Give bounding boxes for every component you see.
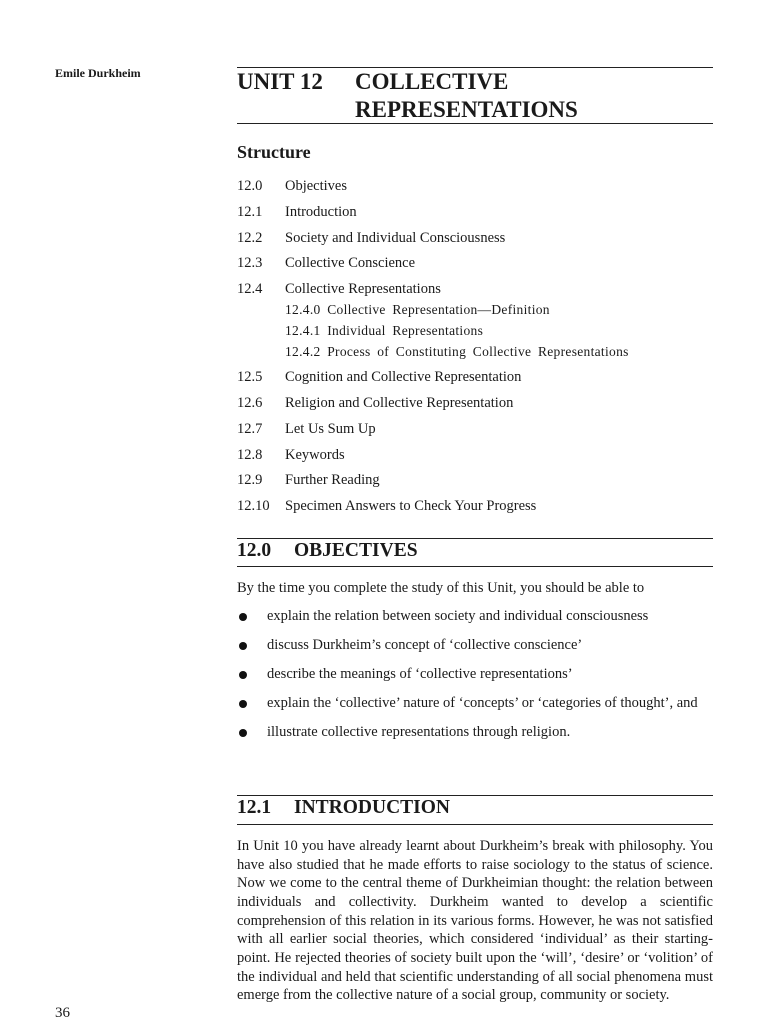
bullet-icon — [239, 700, 247, 708]
toc-item: 12.3 Collective Conscience — [237, 255, 416, 272]
list-item: describe the meanings of ‘collective representations’ — [237, 665, 717, 685]
toc-subitem: 12.4.2 Process of Constituting Collective Representations — [285, 344, 629, 360]
toc-subitem: 12.4.1 Individual Representations — [285, 323, 484, 339]
toc-item: 12.6 Religion and Collective Representation — [237, 394, 514, 411]
toc-item: 12.10 Specimen Answers to Check Your Progress — [237, 498, 537, 515]
unit-number: UNIT 12 — [237, 69, 323, 94]
introduction-top-rule — [237, 795, 713, 796]
section-number: 12.1 — [237, 797, 272, 818]
toc-item: 12.5 Cognition and Collective Representation — [237, 369, 522, 386]
introduction-heading — [237, 797, 450, 819]
objectives-list — [237, 607, 717, 743]
bullet-icon — [239, 613, 247, 621]
section-number: 12.0 — [237, 540, 272, 561]
toc-item: 12.1 Introduction — [237, 203, 357, 220]
page-number: 36 — [55, 1005, 70, 1021]
structure-heading: Structure — [237, 142, 311, 162]
toc-item: 12.8 Keywords — [237, 446, 345, 463]
objectives-heading — [237, 540, 418, 562]
toc-item: 12.2 Society and Individual Consciousness — [237, 229, 506, 246]
list-item: illustrate collective representations through religion. — [237, 723, 717, 743]
list-item: explain the relation between society and individual consciousness — [237, 607, 717, 627]
toc-item: 12.7 Let Us Sum Up — [237, 420, 376, 437]
section-title: OBJECTIVES — [294, 540, 418, 561]
objectives-bottom-rule — [237, 566, 713, 567]
unit-title-line-1: COLLECTIVE — [355, 69, 509, 94]
bullet-icon — [239, 642, 247, 650]
table-of-contents — [237, 178, 717, 524]
objectives-intro: By the time you complete the study of this Unit, you should be able to — [237, 580, 645, 596]
introduction-bottom-rule — [237, 824, 713, 825]
toc-subitem: 12.4.0 Collective Representation—Definition — [285, 302, 550, 318]
section-title: INTRODUCTION — [294, 797, 451, 818]
introduction-paragraph: In Unit 10 you have already learnt about Durkheim’s break with philosophy. You have also studied that he made efforts to raise sociology to the status of science. Now we come to the central theme of Durkheimian thought: the relation between individuals and collectivity. Durkheim wanted to develop a scientific comprehension of this relation in its various forms. However, he was not satisfied with all earlier social theories, which considered ‘individual’ as their starting-point. He rejected theories of society built upon the ‘will’, ‘desire’ or ‘volition’ of the individual and held that scientific understanding of all social phenomena must emerge from the collective nature of a social group, community or society. — [237, 838, 713, 1004]
unit-title-line-2: REPRESENTATIONS — [355, 97, 578, 122]
list-item: explain the ‘collective’ nature of ‘concepts’ or ‘categories of thought’, and — [237, 694, 717, 714]
toc-item: 12.4 Collective Representations — [237, 281, 441, 298]
running-head: Emile Durkheim — [55, 66, 141, 80]
objectives-top-rule — [237, 538, 713, 539]
bullet-icon — [239, 729, 247, 737]
title-bottom-rule — [237, 123, 713, 124]
list-item: discuss Durkheim’s concept of ‘collective conscience’ — [237, 636, 717, 656]
bullet-icon — [239, 671, 247, 679]
toc-item: 12.0 Objectives — [237, 178, 348, 194]
toc-item: 12.9 Further Reading — [237, 472, 380, 489]
